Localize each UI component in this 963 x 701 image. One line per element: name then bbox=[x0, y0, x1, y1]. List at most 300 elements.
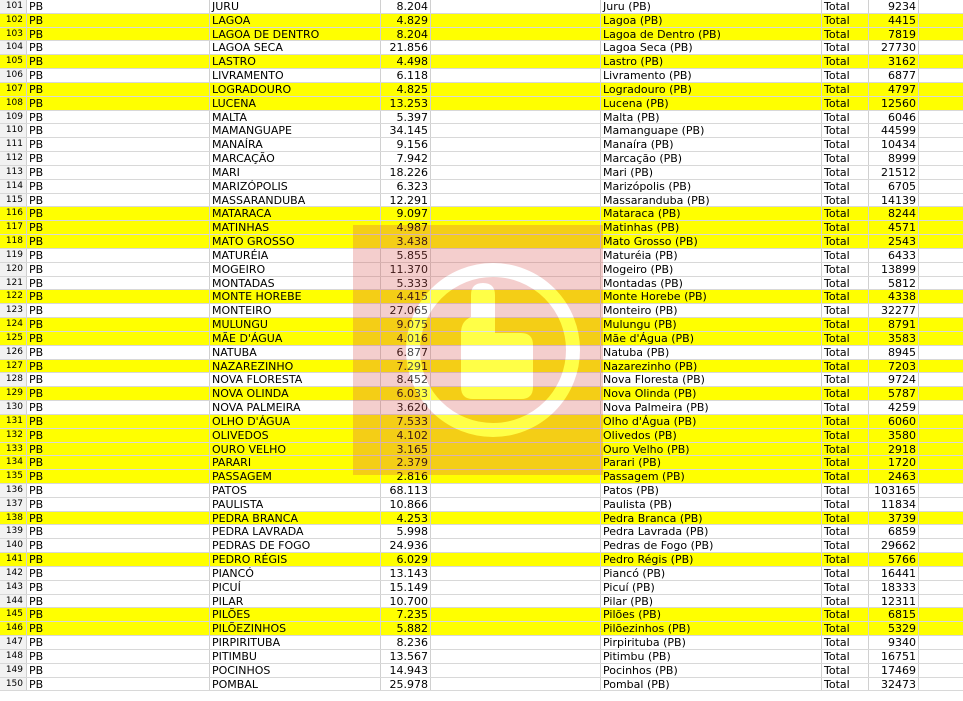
table-row[interactable] bbox=[0, 69, 963, 83]
empty-cell[interactable] bbox=[918, 595, 963, 608]
empty-cell[interactable] bbox=[918, 235, 963, 248]
municipality-label-cell[interactable]: Juru (PB) bbox=[600, 0, 821, 13]
state-code-cell[interactable]: PB bbox=[26, 318, 209, 331]
empty-cell[interactable] bbox=[430, 581, 600, 594]
total-value-cell[interactable]: 2543 bbox=[868, 235, 918, 248]
total-value-cell[interactable]: 32277 bbox=[868, 304, 918, 317]
total-label-cell[interactable]: Total bbox=[821, 512, 868, 525]
municipality-label-cell[interactable]: Marizópolis (PB) bbox=[600, 180, 821, 193]
empty-cell[interactable] bbox=[918, 318, 963, 331]
empty-cell[interactable] bbox=[918, 387, 963, 400]
population-cell[interactable]: 4.102 bbox=[380, 429, 430, 442]
state-code-cell[interactable]: PB bbox=[26, 484, 209, 497]
population-cell[interactable]: 6.033 bbox=[380, 387, 430, 400]
municipality-label-cell[interactable]: Pedro Régis (PB) bbox=[600, 553, 821, 566]
municipality-label-cell[interactable]: Montadas (PB) bbox=[600, 277, 821, 290]
municipality-name-cell[interactable]: MATARACA bbox=[209, 207, 380, 220]
empty-cell[interactable] bbox=[918, 664, 963, 677]
empty-cell[interactable] bbox=[430, 41, 600, 54]
total-label-cell[interactable]: Total bbox=[821, 221, 868, 234]
municipality-name-cell[interactable]: NOVA PALMEIRA bbox=[209, 401, 380, 414]
total-value-cell[interactable]: 8999 bbox=[868, 152, 918, 165]
empty-cell[interactable] bbox=[918, 41, 963, 54]
municipality-label-cell[interactable]: Malta (PB) bbox=[600, 111, 821, 124]
population-cell[interactable]: 18.226 bbox=[380, 166, 430, 179]
empty-cell[interactable] bbox=[430, 387, 600, 400]
empty-cell[interactable] bbox=[918, 678, 963, 691]
state-code-cell[interactable]: PB bbox=[26, 650, 209, 663]
population-cell[interactable]: 5.882 bbox=[380, 622, 430, 635]
table-row[interactable] bbox=[0, 318, 963, 332]
municipality-label-cell[interactable]: Mataraca (PB) bbox=[600, 207, 821, 220]
population-cell[interactable]: 10.700 bbox=[380, 595, 430, 608]
row-number[interactable]: 150 bbox=[0, 678, 26, 691]
row-number[interactable]: 141 bbox=[0, 553, 26, 566]
table-row[interactable] bbox=[0, 512, 963, 526]
total-label-cell[interactable]: Total bbox=[821, 636, 868, 649]
empty-cell[interactable] bbox=[918, 608, 963, 621]
total-label-cell[interactable]: Total bbox=[821, 55, 868, 68]
population-cell[interactable]: 4.415 bbox=[380, 290, 430, 303]
municipality-label-cell[interactable]: Olho d'Água (PB) bbox=[600, 415, 821, 428]
total-value-cell[interactable]: 4338 bbox=[868, 290, 918, 303]
empty-cell[interactable] bbox=[918, 97, 963, 110]
municipality-label-cell[interactable]: Paulista (PB) bbox=[600, 498, 821, 511]
row-number[interactable]: 103 bbox=[0, 28, 26, 41]
municipality-name-cell[interactable]: PILÕES bbox=[209, 608, 380, 621]
total-label-cell[interactable]: Total bbox=[821, 207, 868, 220]
table-row[interactable] bbox=[0, 235, 963, 249]
empty-cell[interactable] bbox=[918, 304, 963, 317]
table-row[interactable] bbox=[0, 373, 963, 387]
municipality-name-cell[interactable]: LASTRO bbox=[209, 55, 380, 68]
empty-cell[interactable] bbox=[430, 277, 600, 290]
municipality-name-cell[interactable]: PATOS bbox=[209, 484, 380, 497]
municipality-name-cell[interactable]: LAGOA bbox=[209, 14, 380, 27]
total-value-cell[interactable]: 6815 bbox=[868, 608, 918, 621]
total-value-cell[interactable]: 1720 bbox=[868, 456, 918, 469]
total-label-cell[interactable]: Total bbox=[821, 664, 868, 677]
total-value-cell[interactable]: 5812 bbox=[868, 277, 918, 290]
table-row[interactable] bbox=[0, 539, 963, 553]
empty-cell[interactable] bbox=[918, 152, 963, 165]
population-cell[interactable]: 8.236 bbox=[380, 636, 430, 649]
total-label-cell[interactable]: Total bbox=[821, 346, 868, 359]
row-number[interactable]: 115 bbox=[0, 194, 26, 207]
state-code-cell[interactable]: PB bbox=[26, 456, 209, 469]
total-value-cell[interactable]: 11834 bbox=[868, 498, 918, 511]
total-value-cell[interactable]: 17469 bbox=[868, 664, 918, 677]
row-number[interactable]: 106 bbox=[0, 69, 26, 82]
population-cell[interactable]: 27.065 bbox=[380, 304, 430, 317]
table-row[interactable] bbox=[0, 484, 963, 498]
total-label-cell[interactable]: Total bbox=[821, 194, 868, 207]
state-code-cell[interactable]: PB bbox=[26, 595, 209, 608]
table-row[interactable] bbox=[0, 622, 963, 636]
table-row[interactable] bbox=[0, 636, 963, 650]
municipality-name-cell[interactable]: POMBAL bbox=[209, 678, 380, 691]
state-code-cell[interactable]: PB bbox=[26, 443, 209, 456]
table-row[interactable] bbox=[0, 207, 963, 221]
table-row[interactable] bbox=[0, 41, 963, 55]
empty-cell[interactable] bbox=[430, 360, 600, 373]
row-number[interactable]: 112 bbox=[0, 152, 26, 165]
population-cell[interactable]: 5.855 bbox=[380, 249, 430, 262]
empty-cell[interactable] bbox=[918, 498, 963, 511]
total-value-cell[interactable]: 8945 bbox=[868, 346, 918, 359]
population-cell[interactable]: 9.156 bbox=[380, 138, 430, 151]
total-label-cell[interactable]: Total bbox=[821, 553, 868, 566]
table-row[interactable] bbox=[0, 567, 963, 581]
table-row[interactable] bbox=[0, 553, 963, 567]
empty-cell[interactable] bbox=[430, 429, 600, 442]
municipality-label-cell[interactable]: Lucena (PB) bbox=[600, 97, 821, 110]
state-code-cell[interactable]: PB bbox=[26, 69, 209, 82]
municipality-name-cell[interactable]: OURO VELHO bbox=[209, 443, 380, 456]
empty-cell[interactable] bbox=[918, 332, 963, 345]
empty-cell[interactable] bbox=[430, 28, 600, 41]
empty-cell[interactable] bbox=[430, 304, 600, 317]
row-number[interactable]: 148 bbox=[0, 650, 26, 663]
population-cell[interactable]: 34.145 bbox=[380, 124, 430, 137]
empty-cell[interactable] bbox=[918, 346, 963, 359]
total-label-cell[interactable]: Total bbox=[821, 429, 868, 442]
total-value-cell[interactable]: 21512 bbox=[868, 166, 918, 179]
empty-cell[interactable] bbox=[430, 664, 600, 677]
population-cell[interactable]: 2.379 bbox=[380, 456, 430, 469]
empty-cell[interactable] bbox=[430, 650, 600, 663]
total-value-cell[interactable]: 2463 bbox=[868, 470, 918, 483]
row-number[interactable]: 137 bbox=[0, 498, 26, 511]
empty-cell[interactable] bbox=[918, 55, 963, 68]
empty-cell[interactable] bbox=[430, 263, 600, 276]
total-value-cell[interactable]: 7203 bbox=[868, 360, 918, 373]
row-number[interactable]: 142 bbox=[0, 567, 26, 580]
row-number[interactable]: 130 bbox=[0, 401, 26, 414]
state-code-cell[interactable]: PB bbox=[26, 678, 209, 691]
empty-cell[interactable] bbox=[430, 539, 600, 552]
state-code-cell[interactable]: PB bbox=[26, 194, 209, 207]
total-label-cell[interactable]: Total bbox=[821, 263, 868, 276]
total-label-cell[interactable]: Total bbox=[821, 622, 868, 635]
total-value-cell[interactable]: 29662 bbox=[868, 539, 918, 552]
municipality-label-cell[interactable]: Pilõezinhos (PB) bbox=[600, 622, 821, 635]
table-row[interactable] bbox=[0, 111, 963, 125]
row-number[interactable]: 134 bbox=[0, 456, 26, 469]
municipality-label-cell[interactable]: Patos (PB) bbox=[600, 484, 821, 497]
table-row[interactable] bbox=[0, 346, 963, 360]
population-cell[interactable]: 14.943 bbox=[380, 664, 430, 677]
state-code-cell[interactable]: PB bbox=[26, 525, 209, 538]
table-row[interactable] bbox=[0, 678, 963, 692]
municipality-label-cell[interactable]: Pedra Branca (PB) bbox=[600, 512, 821, 525]
total-label-cell[interactable]: Total bbox=[821, 180, 868, 193]
empty-cell[interactable] bbox=[430, 194, 600, 207]
municipality-name-cell[interactable]: JURU bbox=[209, 0, 380, 13]
total-value-cell[interactable]: 10434 bbox=[868, 138, 918, 151]
population-cell[interactable]: 15.149 bbox=[380, 581, 430, 594]
empty-cell[interactable] bbox=[430, 567, 600, 580]
total-label-cell[interactable]: Total bbox=[821, 290, 868, 303]
state-code-cell[interactable]: PB bbox=[26, 55, 209, 68]
state-code-cell[interactable]: PB bbox=[26, 332, 209, 345]
row-number[interactable]: 144 bbox=[0, 595, 26, 608]
municipality-name-cell[interactable]: NOVA OLINDA bbox=[209, 387, 380, 400]
row-number[interactable]: 145 bbox=[0, 608, 26, 621]
state-code-cell[interactable]: PB bbox=[26, 0, 209, 13]
total-label-cell[interactable]: Total bbox=[821, 41, 868, 54]
state-code-cell[interactable]: PB bbox=[26, 608, 209, 621]
municipality-name-cell[interactable]: PARARI bbox=[209, 456, 380, 469]
total-value-cell[interactable]: 4797 bbox=[868, 83, 918, 96]
total-label-cell[interactable]: Total bbox=[821, 470, 868, 483]
state-code-cell[interactable]: PB bbox=[26, 41, 209, 54]
table-row[interactable] bbox=[0, 456, 963, 470]
row-number[interactable]: 125 bbox=[0, 332, 26, 345]
municipality-label-cell[interactable]: Pirpirituba (PB) bbox=[600, 636, 821, 649]
municipality-label-cell[interactable]: Nazarezinho (PB) bbox=[600, 360, 821, 373]
total-value-cell[interactable]: 7819 bbox=[868, 28, 918, 41]
table-row[interactable] bbox=[0, 429, 963, 443]
total-value-cell[interactable]: 6877 bbox=[868, 69, 918, 82]
municipality-label-cell[interactable]: Pilar (PB) bbox=[600, 595, 821, 608]
total-value-cell[interactable]: 6705 bbox=[868, 180, 918, 193]
municipality-label-cell[interactable]: Mamanguape (PB) bbox=[600, 124, 821, 137]
total-label-cell[interactable]: Total bbox=[821, 277, 868, 290]
table-row[interactable] bbox=[0, 443, 963, 457]
empty-cell[interactable] bbox=[430, 636, 600, 649]
municipality-name-cell[interactable]: MARCAÇÃO bbox=[209, 152, 380, 165]
total-value-cell[interactable]: 44599 bbox=[868, 124, 918, 137]
total-label-cell[interactable]: Total bbox=[821, 678, 868, 691]
row-number[interactable]: 147 bbox=[0, 636, 26, 649]
row-number[interactable]: 113 bbox=[0, 166, 26, 179]
empty-cell[interactable] bbox=[430, 678, 600, 691]
population-cell[interactable]: 13.143 bbox=[380, 567, 430, 580]
total-label-cell[interactable]: Total bbox=[821, 166, 868, 179]
municipality-name-cell[interactable]: PITIMBU bbox=[209, 650, 380, 663]
empty-cell[interactable] bbox=[918, 277, 963, 290]
empty-cell[interactable] bbox=[430, 525, 600, 538]
empty-cell[interactable] bbox=[430, 138, 600, 151]
empty-cell[interactable] bbox=[430, 456, 600, 469]
state-code-cell[interactable]: PB bbox=[26, 166, 209, 179]
municipality-name-cell[interactable]: PEDRAS DE FOGO bbox=[209, 539, 380, 552]
municipality-label-cell[interactable]: Livramento (PB) bbox=[600, 69, 821, 82]
empty-cell[interactable] bbox=[430, 235, 600, 248]
row-number[interactable]: 107 bbox=[0, 83, 26, 96]
municipality-label-cell[interactable]: Ouro Velho (PB) bbox=[600, 443, 821, 456]
municipality-name-cell[interactable]: MATINHAS bbox=[209, 221, 380, 234]
table-row[interactable] bbox=[0, 581, 963, 595]
total-value-cell[interactable]: 2918 bbox=[868, 443, 918, 456]
population-cell[interactable]: 13.567 bbox=[380, 650, 430, 663]
empty-cell[interactable] bbox=[430, 498, 600, 511]
row-number[interactable]: 111 bbox=[0, 138, 26, 151]
empty-cell[interactable] bbox=[430, 0, 600, 13]
municipality-label-cell[interactable]: Natuba (PB) bbox=[600, 346, 821, 359]
row-number[interactable]: 101 bbox=[0, 0, 26, 13]
population-cell[interactable]: 7.533 bbox=[380, 415, 430, 428]
empty-cell[interactable] bbox=[430, 221, 600, 234]
state-code-cell[interactable]: PB bbox=[26, 498, 209, 511]
population-cell[interactable]: 4.253 bbox=[380, 512, 430, 525]
total-label-cell[interactable]: Total bbox=[821, 525, 868, 538]
population-cell[interactable]: 7.235 bbox=[380, 608, 430, 621]
total-label-cell[interactable]: Total bbox=[821, 83, 868, 96]
total-value-cell[interactable]: 12311 bbox=[868, 595, 918, 608]
municipality-name-cell[interactable]: MAMANGUAPE bbox=[209, 124, 380, 137]
empty-cell[interactable] bbox=[430, 595, 600, 608]
row-number[interactable]: 102 bbox=[0, 14, 26, 27]
municipality-label-cell[interactable]: Mulungu (PB) bbox=[600, 318, 821, 331]
municipality-label-cell[interactable]: Lagoa de Dentro (PB) bbox=[600, 28, 821, 41]
row-number[interactable]: 118 bbox=[0, 235, 26, 248]
municipality-name-cell[interactable]: NAZAREZINHO bbox=[209, 360, 380, 373]
table-row[interactable] bbox=[0, 124, 963, 138]
state-code-cell[interactable]: PB bbox=[26, 152, 209, 165]
empty-cell[interactable] bbox=[430, 97, 600, 110]
municipality-name-cell[interactable]: PASSAGEM bbox=[209, 470, 380, 483]
empty-cell[interactable] bbox=[918, 512, 963, 525]
population-cell[interactable]: 10.866 bbox=[380, 498, 430, 511]
state-code-cell[interactable]: PB bbox=[26, 581, 209, 594]
municipality-name-cell[interactable]: LIVRAMENTO bbox=[209, 69, 380, 82]
state-code-cell[interactable]: PB bbox=[26, 14, 209, 27]
municipality-name-cell[interactable]: MATO GROSSO bbox=[209, 235, 380, 248]
population-cell[interactable]: 11.370 bbox=[380, 263, 430, 276]
empty-cell[interactable] bbox=[918, 221, 963, 234]
population-cell[interactable]: 4.987 bbox=[380, 221, 430, 234]
total-value-cell[interactable]: 9724 bbox=[868, 373, 918, 386]
row-number[interactable]: 126 bbox=[0, 346, 26, 359]
row-number[interactable]: 120 bbox=[0, 263, 26, 276]
empty-cell[interactable] bbox=[430, 124, 600, 137]
population-cell[interactable]: 9.075 bbox=[380, 318, 430, 331]
total-value-cell[interactable]: 4571 bbox=[868, 221, 918, 234]
municipality-label-cell[interactable]: Mari (PB) bbox=[600, 166, 821, 179]
municipality-label-cell[interactable]: Maturéia (PB) bbox=[600, 249, 821, 262]
empty-cell[interactable] bbox=[918, 636, 963, 649]
total-label-cell[interactable]: Total bbox=[821, 14, 868, 27]
row-number[interactable]: 117 bbox=[0, 221, 26, 234]
total-value-cell[interactable]: 4415 bbox=[868, 14, 918, 27]
empty-cell[interactable] bbox=[430, 484, 600, 497]
municipality-label-cell[interactable]: Olivedos (PB) bbox=[600, 429, 821, 442]
total-value-cell[interactable]: 9340 bbox=[868, 636, 918, 649]
municipality-name-cell[interactable]: PAULISTA bbox=[209, 498, 380, 511]
row-number[interactable]: 128 bbox=[0, 373, 26, 386]
row-number[interactable]: 135 bbox=[0, 470, 26, 483]
state-code-cell[interactable]: PB bbox=[26, 622, 209, 635]
total-label-cell[interactable]: Total bbox=[821, 69, 868, 82]
row-number[interactable]: 131 bbox=[0, 415, 26, 428]
total-value-cell[interactable]: 3739 bbox=[868, 512, 918, 525]
empty-cell[interactable] bbox=[918, 456, 963, 469]
row-number[interactable]: 127 bbox=[0, 360, 26, 373]
municipality-label-cell[interactable]: Pilões (PB) bbox=[600, 608, 821, 621]
empty-cell[interactable] bbox=[918, 83, 963, 96]
population-cell[interactable]: 3.165 bbox=[380, 443, 430, 456]
population-cell[interactable]: 7.291 bbox=[380, 360, 430, 373]
empty-cell[interactable] bbox=[918, 180, 963, 193]
state-code-cell[interactable]: PB bbox=[26, 138, 209, 151]
table-row[interactable] bbox=[0, 470, 963, 484]
empty-cell[interactable] bbox=[918, 470, 963, 483]
municipality-label-cell[interactable]: Logradouro (PB) bbox=[600, 83, 821, 96]
state-code-cell[interactable]: PB bbox=[26, 553, 209, 566]
total-label-cell[interactable]: Total bbox=[821, 387, 868, 400]
table-row[interactable] bbox=[0, 277, 963, 291]
empty-cell[interactable] bbox=[430, 166, 600, 179]
empty-cell[interactable] bbox=[918, 650, 963, 663]
table-row[interactable] bbox=[0, 221, 963, 235]
table-row[interactable] bbox=[0, 166, 963, 180]
state-code-cell[interactable]: PB bbox=[26, 235, 209, 248]
total-label-cell[interactable]: Total bbox=[821, 138, 868, 151]
total-value-cell[interactable]: 16441 bbox=[868, 567, 918, 580]
total-label-cell[interactable]: Total bbox=[821, 124, 868, 137]
table-row[interactable] bbox=[0, 290, 963, 304]
total-label-cell[interactable]: Total bbox=[821, 581, 868, 594]
empty-cell[interactable] bbox=[918, 415, 963, 428]
population-cell[interactable]: 13.253 bbox=[380, 97, 430, 110]
municipality-label-cell[interactable]: Massaranduba (PB) bbox=[600, 194, 821, 207]
municipality-label-cell[interactable]: Marcação (PB) bbox=[600, 152, 821, 165]
population-cell[interactable]: 6.323 bbox=[380, 180, 430, 193]
row-number[interactable]: 123 bbox=[0, 304, 26, 317]
total-value-cell[interactable]: 3580 bbox=[868, 429, 918, 442]
empty-cell[interactable] bbox=[918, 207, 963, 220]
empty-cell[interactable] bbox=[430, 401, 600, 414]
empty-cell[interactable] bbox=[918, 525, 963, 538]
total-value-cell[interactable]: 27730 bbox=[868, 41, 918, 54]
total-label-cell[interactable]: Total bbox=[821, 456, 868, 469]
municipality-name-cell[interactable]: PEDRO RÉGIS bbox=[209, 553, 380, 566]
empty-cell[interactable] bbox=[430, 512, 600, 525]
table-row[interactable] bbox=[0, 28, 963, 42]
population-cell[interactable]: 5.998 bbox=[380, 525, 430, 538]
population-cell[interactable]: 4.016 bbox=[380, 332, 430, 345]
state-code-cell[interactable]: PB bbox=[26, 180, 209, 193]
empty-cell[interactable] bbox=[430, 249, 600, 262]
total-label-cell[interactable]: Total bbox=[821, 373, 868, 386]
population-cell[interactable]: 4.829 bbox=[380, 14, 430, 27]
table-row[interactable] bbox=[0, 249, 963, 263]
municipality-name-cell[interactable]: MASSARANDUBA bbox=[209, 194, 380, 207]
empty-cell[interactable] bbox=[430, 14, 600, 27]
population-cell[interactable]: 8.204 bbox=[380, 28, 430, 41]
state-code-cell[interactable]: PB bbox=[26, 221, 209, 234]
table-row[interactable] bbox=[0, 498, 963, 512]
table-row[interactable] bbox=[0, 304, 963, 318]
municipality-name-cell[interactable]: MARI bbox=[209, 166, 380, 179]
municipality-name-cell[interactable]: MULUNGU bbox=[209, 318, 380, 331]
state-code-cell[interactable]: PB bbox=[26, 111, 209, 124]
municipality-name-cell[interactable]: POCINHOS bbox=[209, 664, 380, 677]
population-cell[interactable]: 25.978 bbox=[380, 678, 430, 691]
table-row[interactable] bbox=[0, 0, 963, 14]
state-code-cell[interactable]: PB bbox=[26, 360, 209, 373]
table-row[interactable] bbox=[0, 180, 963, 194]
population-cell[interactable]: 6.118 bbox=[380, 69, 430, 82]
total-value-cell[interactable]: 6060 bbox=[868, 415, 918, 428]
empty-cell[interactable] bbox=[430, 55, 600, 68]
state-code-cell[interactable]: PB bbox=[26, 401, 209, 414]
empty-cell[interactable] bbox=[918, 69, 963, 82]
total-label-cell[interactable]: Total bbox=[821, 401, 868, 414]
municipality-name-cell[interactable]: MATURÉIA bbox=[209, 249, 380, 262]
